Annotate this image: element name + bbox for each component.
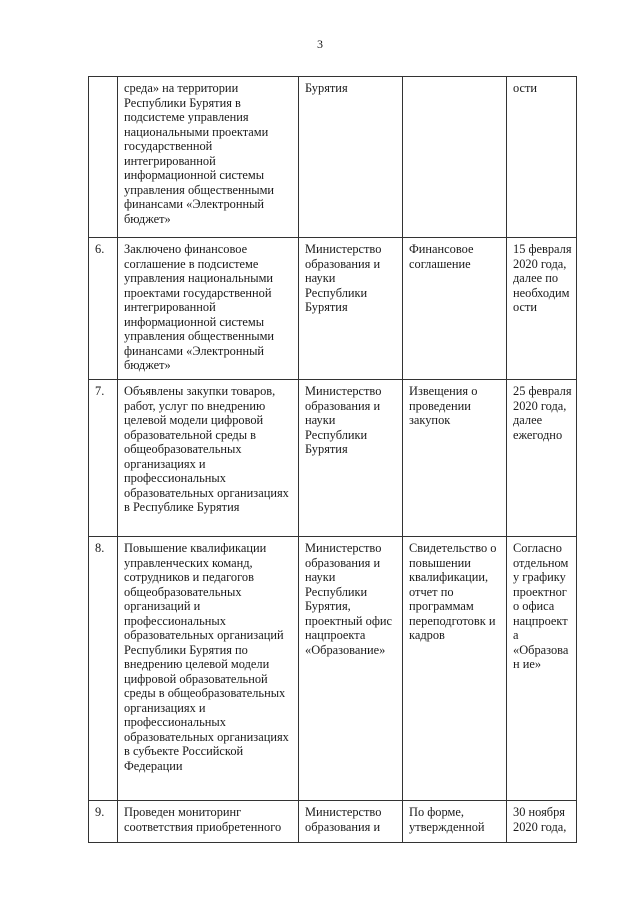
row-number: 9.	[89, 801, 118, 843]
measures-table	[88, 76, 577, 843]
responsible-cell: Министерство образования и науки Республики Бурятия	[299, 380, 403, 537]
event-cell: Проведен мониторинг соответствия приобретенного	[118, 801, 299, 843]
table-row	[89, 238, 577, 380]
responsible-cell: Бурятия	[299, 77, 403, 238]
event-cell: Заключено финансовое соглашение в подсистеме управления национальными проектами государственной интегрированной информационной системы управления общественными финансами «Электронный бюджет»	[118, 238, 299, 380]
row-number: 8.	[89, 537, 118, 801]
result-cell: По форме, утвержденной	[403, 801, 507, 843]
deadline-cell: 25 февраля 2020 года, далее ежегодно	[507, 380, 577, 537]
deadline-cell: ости	[507, 77, 577, 238]
deadline-cell: 30 ноября 2020 года,	[507, 801, 577, 843]
responsible-cell: Министерство образования и	[299, 801, 403, 843]
event-cell: Повышение квалификации управленческих команд, сотрудников и педагогов общеобразовательных организаций и профессиональных образовательных организаций Республики Бурятия по внедрению целевой модели цифровой образовательной среды в общеобразовательных организациях и профессиональных образовательных организациях в субъекте Российской Федерации	[118, 537, 299, 801]
row-number: 6.	[89, 238, 118, 380]
result-cell: Извещения о проведении закупок	[403, 380, 507, 537]
row-number	[89, 77, 118, 238]
deadline-cell: Согласно отдельному графику проектного офиса нацпроекта «Образован ие»	[507, 537, 577, 801]
table-row	[89, 380, 577, 537]
responsible-cell: Министерство образования и науки Республики Бурятия, проектный офис нацпроекта «Образование»	[299, 537, 403, 801]
deadline-cell: 15 февраля 2020 года, далее по необходим ости	[507, 238, 577, 380]
responsible-cell: Министерство образования и науки Республики Бурятия	[299, 238, 403, 380]
page-number: 3	[317, 37, 323, 51]
table-row	[89, 537, 577, 801]
event-cell: среда» на территории Республики Бурятия в подсистеме управления национальными проектами государственной интегрированной информационной системы управления общественными финансами «Электронный бюджет»	[118, 77, 299, 238]
table-row	[89, 801, 577, 843]
result-cell: Финансовое соглашение	[403, 238, 507, 380]
result-cell: Свидетельство о повышении квалификации, отчет по программам переподготовк и кадров	[403, 537, 507, 801]
table-row	[89, 77, 577, 238]
row-number: 7.	[89, 380, 118, 537]
result-cell	[403, 77, 507, 238]
event-cell: Объявлены закупки товаров, работ, услуг по внедрению целевой модели цифровой образовательной среды в общеобразовательных организациях и профессиональных образовательных организациях в Республике Бурятия	[118, 380, 299, 537]
